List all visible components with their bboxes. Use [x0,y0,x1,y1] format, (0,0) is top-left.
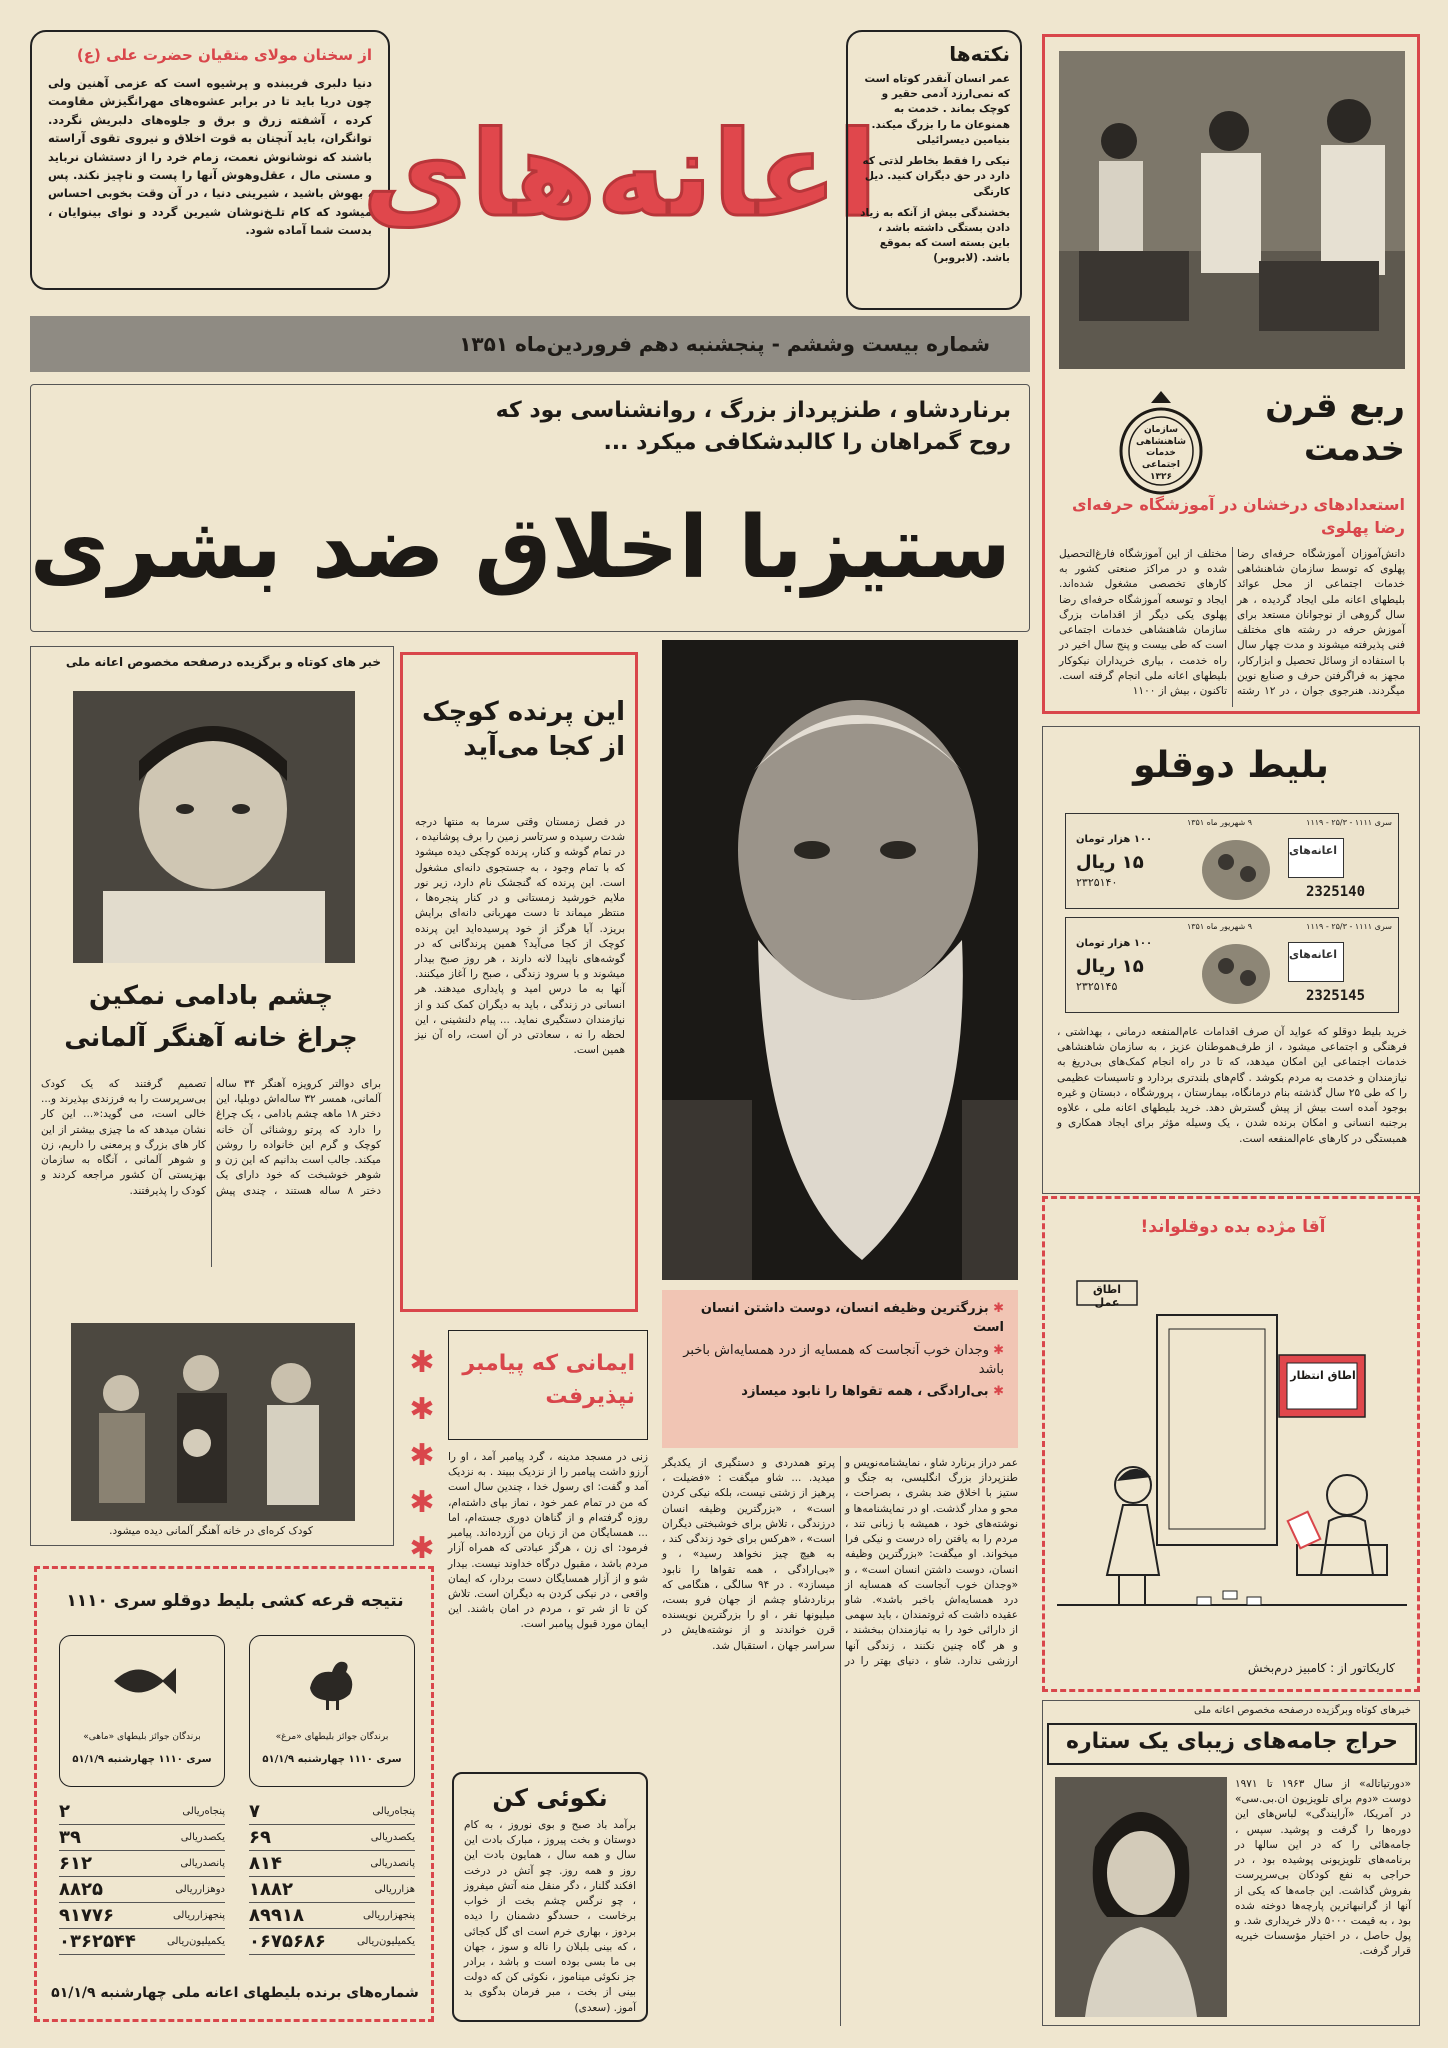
portrait-caption-3 [676,1383,1004,1402]
ticket-number: 2325145 [1306,988,1366,1004]
ticket-price: ۱۵ ریال [1076,852,1144,873]
result-row [59,1903,225,1929]
cartoon-credit: کاریکاتور از : کامبیز درم‌بخش [1247,1661,1395,1675]
ticket-series: سری ۱۱۱۱ - ۲۵/۳ - ۱۱۱۹ [1306,818,1392,827]
ticket-prize: ۱۰۰ هزار تومان [1076,834,1153,845]
auction-body: «دورتیاتاله» از سال ۱۹۶۳ تا ۱۹۷۱ دوست «دوم برای تلویزیون ان.بی.سی» در آمریکا، «آرایندگی» لباس‌های این دوره‌ها را گرفت و پوشید. سپس ، جامه‌هائی را که در این سالها در برنامه‌های تلویزیونی پوشیده بود ، در حراجی به نفع کودکان بی‌سرپرست بفروش گذاشت. این جامه‌ها که یکی از آنها از گرانبهاترین پارچه‌ها دوخته شده بود ، به قیمت ۵۰۰۰ دلار خریداری شد. و پول حاصل ، در اختیار مؤسسات خیریه قرار گرفت. [1235,1778,1411,1958]
shaw-portrait [662,640,1018,1280]
masthead-logo [362,40,878,290]
results-table-right [249,1799,415,1955]
fish-icon [108,1656,178,1706]
asterisk-icon: ✱ [409,1484,435,1520]
result-label: پنجهزارریالی [362,1910,415,1921]
star-icon: ✱ [988,1342,1004,1358]
shaw-body: عمر دراز برنارد شاو ، نمایشنامه‌نویس و طنزپرداز بزرگ انگلیسی، به جنگ و ستیز با اخلاق ضد بشری ، بصراحت ، محو و مدار گذشت. او در نمایشنامه‌ها و نوشته‌های خود ، همیشه با زبانی تند ، مردم را به یافتن راه درست و نیکی فرا میخواند. او میگفت: «بزرگترین وظیفه انسان، دوست داشتن انسان است» ، و «وجدان خوب آنجاست که همسایه از درد همسایه‌اش باخبر باشد». شاو عقیده داشت که ثروتمندان ، باید سهمی از دارائی خود را به نیازمندان ببخشند ، و هر گاه چنین نکنند ، زندگی آنها ارزشی ندارد. شاو ، دنیای بهتر را در پرتو همدردی و دستگیری از یکدیگر میدید. ... شاو میگفت : «فضیلت ، پرهیز از زشتی نیست، بلکه نیکی کردن است» ، «بزرگترین وظیفه انسان درزندگی ، تلاش برای خوشبختی دیگران است» ، «هرکس برای خود زندگی کند ، به هیچ چیز نخواهد رسید» ، و «بی‌ارادگی ، همه تقواها را نابود میسازد» . در ۹۴ سالگی ، هنگامی که برناردشاو چشم از جهان فرو بست، میلیونها نفر ، او را بزرگترین نویسنده قرن خواندند و از نوشته‌هایش در سراسر جهان ، استقبال شد. [662,1457,1018,1667]
result-label: پانصدریالی [180,1858,225,1869]
short-news-title-2: چراغ خانه آهنگر آلمانی [64,1023,358,1053]
result-row [249,1851,415,1877]
twin-ticket-body: خرید بلیط دوقلو که عواید آن صرف اقدامات عام‌المنفعه درمانی ، بهداشتی ، فرهنگی و اجتماعی میشود ، از طرف‌هموطنان عزیز ، به سازمان شاهنشاهی خدمات اجتماعی این امکان میدهد، که تا در راه انجام کمک‌های بی‌دریغ به نیازمندان و خدمت به مردم بکوشد . گام‌های بلندتری بردارد و تاسیسات عظیمی را که طی ۲۵ سال گذشته بنام درمانگاه، بیمارستان ، پرورشگاه ، دبستان و غیره بوجود آمده است بیش از پیش گسترش دهد. خرید بلیطهای اعانه ملی ، علاوه برجنبه انسانی و امکان برنده شدن ، یک وسیله مؤثر برای ایجاد همکاری و همبستگی در کارهای عام‌المنفعه است. [1057,1026,1407,1145]
portrait-caption-2-text: وجدان خوب آنجاست که همسایه از درد همسایه‌اش باخبر باشد [683,1342,1004,1377]
ticket-price: ۱۵ ریال [1076,956,1144,977]
bird-article-title: این پرنده کوچک از کجا می‌آید [421,697,625,763]
cartoon-sign-1: اطاق عمل [1092,1283,1122,1309]
ticket-illustration [1196,834,1276,904]
headline-block [30,384,1030,632]
ticket-left-label: برندگان جوائز بلیطهای «ماهی» [83,1732,201,1742]
emblem [1115,385,1207,497]
short-news-box [30,646,394,1546]
auction-title: حراج جامه‌های زیبای یک ستاره [1047,1723,1417,1765]
result-value: ۳۹ [59,1827,81,1848]
lottery-results-footer: شماره‌های برنده بلیطهای اعانه ملی چهارشنبه ۵۱/۱/۹ [51,1985,419,2001]
issue-bar [30,316,1030,372]
twin-ticket-title: بلیط دوقلو [1133,745,1329,786]
ticket-number-fa: ۲۳۲۵۱۴۵ [1076,980,1118,993]
result-row [59,1825,225,1851]
ticket-right-series: سری ۱۱۱۰ چهارشنبه ۵۱/۱/۹ [262,1754,402,1765]
notes-item-1: عمر انسان آنقدر کوتاه است که نمی‌ارزد آدمی حقیر و کوچک بماند . خدمت به همنوعان ما را بزرگ میکند. بنیامین دیسرائیلی [864,73,1010,146]
baby-photo [73,691,355,963]
ticket-right-label: برندگان جوائز بلیطهای «مرغ» [275,1732,389,1742]
chicken-icon [300,1650,364,1714]
result-value: ۶۱۲ [59,1853,92,1874]
workshop-photo [1059,51,1405,369]
faith-title: ایمانی که پیامبر نپذیرفت [448,1330,648,1440]
faith-article [448,1330,648,1760]
decor-asterisks [402,1340,442,1573]
ticket-logo-text: اعانه‌های [1289,844,1338,857]
family-photo-caption: کودک کره‌ای در خانه آهنگر آلمانی دیده میشود. [109,1525,313,1537]
result-row [249,1825,415,1851]
actress-photo [1055,1777,1227,2017]
ticket-card [1065,917,1399,1013]
notes-heading: نکته‌ها [949,42,1010,66]
portrait-caption-1-text: بزرگترین وظیفه انسان، دوست داشتن انسان است [700,1301,1004,1335]
result-value: ۸۹۹۱۸ [249,1905,304,1926]
result-label: پانصدریالی [370,1858,415,1869]
cartoon-caption: آقا مژده بده دوقلواند! [1140,1217,1326,1237]
ticket-date: ۹ شهریور ماه ۱۳۵۱ [1186,818,1252,827]
result-row [59,1877,225,1903]
portrait-caption-2 [676,1342,1004,1380]
ticket-left [59,1635,225,1787]
ticket-right [249,1635,415,1787]
good-deed-box [452,1772,648,2022]
result-value: ۰۶۷۵۶۸۶ [249,1931,326,1952]
short-news-heading: خبر های کوتاه و برگزیده درصفحه مخصوص اعانه ملی [65,655,381,669]
notes-item-3: بخشندگی بیش از آنکه به زیاد دادن بستگی داشته باشد ، باین بسته است که بموقع باشد. (لابروبر) [860,206,1010,265]
portrait-caption-3-text: بی‌ارادگی ، همه تقواها را نابود میسازد [741,1384,989,1400]
result-value: ۷ [249,1801,260,1822]
portrait-caption-box [662,1290,1018,1448]
good-deed-title: نکوئی کن [492,1784,608,1812]
auction-heading: خبرهای کوتاه وبرگزیده درصفحه مخصوص اعانه ملی [1194,1705,1411,1716]
asterisk-icon: ✱ [409,1531,435,1566]
issue-line: شماره بیست وششم - پنجشنبه دهم فروردین‌ماه ۱۳۵۱ [459,332,990,356]
quarter-century-box [1042,34,1420,714]
emblem-text: سازمان شاهنشاهی خدمات اجتماعی ۱۳۲۶ [1135,425,1187,482]
result-row [59,1799,225,1825]
bird-article-body: در فصل زمستان وقتی سرما به منتها درجه شدت رسیده و سرتاسر زمین را برف پوشانیده ، در تمام گوشه و کنار، پرنده کوچکی دیده میشود که با تمام وجود ، به جستجوی دانه‌ای مشغول است. این پرنده که گنجشک نام دارد، زیر نور ملایم خورشید زمستانی و در کنار پنجره‌ها ، منتظر میماند تا دست مهربانی دانه‌ای برایش بریزد. آیا هرگز از خود پرسیده‌اید این پرنده کوچک از کجا می‌آید؟ همین پرندگانی که در گوشه‌های ناپیدا لانه دارند ، هر روز صبح بیدار میشوند و با سرود زندگی ، صبح را آغاز میکنند. آنها به ما درس امید و پایداری میدهند. هر انسانی در زندگی ، باید به دیگران کمک کند و از نیازمندان دستگیری نماید. ... پیام دلنشینی ، این لحظه را نه ، سعادتی در آن است، راه آن نیز همین است. [415,816,625,1057]
result-value: ۰۳۶۲۵۴۴ [59,1931,136,1952]
cartoon-sign-2: اطاق انتظار [1290,1369,1356,1382]
star-icon: ✱ [988,1384,1004,1400]
twin-ticket-box [1042,726,1420,1194]
ticket-number: 2325140 [1306,884,1366,900]
result-row [249,1799,415,1825]
quote-box [30,30,390,290]
result-value: ۲ [59,1801,70,1822]
headline-subtitle: برناردشاو ، طنزپرداز بزرگ ، روانشناسی بود که روح گمراهان را کالبدشکافی میکرد ... [495,398,1011,455]
ticket-date: ۹ شهریور ماه ۱۳۵۱ [1186,922,1252,931]
notes-item-2: نیکی را فقط بخاطر لذتی که دارد در حق دیگران کنید. دیل کارنگی [862,155,1010,198]
result-label: یکمیلیون‌ریالی [357,1936,415,1947]
family-photo [71,1323,355,1521]
ticket-logo [1288,942,1344,982]
result-value: ۶۹ [249,1827,271,1848]
result-label: یکمیلیون‌ریالی [167,1936,225,1947]
good-deed-body: برآمد باد صبح و بوی نوروز ، به کام دوستان و بخت پیروز ، مبارک بادت این سال و همه سال ، همایون بادت این روز و همه روز. چو آتش در درخت افکند گلنار ، دگر منقل منه آتش میفروز ، چو نرگس چشم بخت از خواب برخاست ، حسدگو دشمنان را دیده بردوز ، بهاری خرم است ای گل کجائی ، که بینی بلبلان را ناله و سوز ، جهان بی ما بسی بوده است و باشد ، برادر جز نکوئی میناموز ، نکوئی کن که دولت بینی از بخت ، مبر فرمان بدگوی بد آموز. (سعدی) [464,1819,636,2014]
notes-box [846,30,1022,310]
ticket-number-fa: ۲۳۲۵۱۴۰ [1076,876,1118,889]
result-label: دوهزارریالی [175,1884,225,1895]
ticket-illustration [1196,938,1276,1008]
result-row [249,1903,415,1929]
result-label: یکصدریالی [370,1832,415,1843]
star-icon: ✱ [988,1301,1004,1316]
result-value: ۹۱۷۷۶ [59,1905,114,1926]
result-label: یکصدریالی [180,1832,225,1843]
result-row [59,1851,225,1877]
quote-body: دنیا دلبری فریبنده و پرشیوه است که عزمی آهنین ولی چون دریا باید تا در برابر عشوه‌های مهرانگیزش مقاومت کرده ، آشفته زرق و برق و جلوه‌های دلبریش نگردد. توانگران، باید آنچنان به قوت اخلاق و نیروی تقوی آراسته باشند که نوشانوش نعمت، زمام خرد را از دستشان نرباید و مستی مال ، عقل‌وهوش آنها را پست و ناچیز نکند. پس ، بهوش باشید ، شیرینی دنیا ، در آن وقت بخوبی احساس میشود که کام تلـخ‌نوشان شیرین گردد و نوای بینوایان ، بدست شما آماده شود. [48,76,372,238]
result-value: ۸۸۲۵ [59,1879,103,1900]
auction-box [1042,1700,1420,2026]
ticket-series: سری ۱۱۱۱ - ۲۵/۳ - ۱۱۱۹ [1306,922,1392,931]
ticket-card [1065,813,1399,909]
faith-body: زنی در مسجد مدینه ، گرد پیامبر آمد ، او را آرزو داشت پیامبر را از نزدیک ببیند . به نزدیک آمد و گفت: ای رسول خدا ، چندین سال است که من در تمام عمر خود ، نماز بپای داشته‌ام، روزه گرفته‌ام و از گناهان دوری جسته‌ام، اما ... همسایگان من از زبان من آزرده‌اند. پیامبر فرمود: ای زن ، هرگز عبادتی که همراه آزار مردم باشد ، مقبول درگاه خداوند نیست. بیدار شو و از آزار همسایگان دست بردار، که ایمان واقعی ، در نیکی کردن به دیگران است. تلاش کن تا از شر تو ، مردم در امان باشند. این ایمان مورد قبول پیامبر است. [448,1451,648,1631]
ticket-logo [1288,838,1344,878]
result-row [249,1877,415,1903]
lottery-results-title: نتیجه قرعه کشی بلیط دوقلو سری ۱۱۱۰ [66,1591,404,1611]
quarter-century-subtitle: استعدادهای درخشان در آموزشگاه حرفه‌ای رضا پهلوی [1071,495,1405,538]
masthead-logo-text: اعانه‌های [362,105,878,243]
masthead-logo-svg [362,55,878,275]
asterisk-icon: ✱ [409,1391,435,1427]
ticket-left-series: سری ۱۱۱۰ چهارشنبه ۵۱/۱/۹ [72,1754,212,1765]
short-news-body: برای دوالتر کرویزه آهنگر ۳۴ ساله آلمانی، همسر ۳۲ ساله‌اش دوبلیا، این دختر ۱۸ ماهه چشم بادامی ، یک چراغ را دارد که پرتو روشنائی آن خانه کوچک و گرم این خانواده را روشن میکند. جالب است بدانیم که این زن و شوهر خوشبخت که خود دارای یک دختر ۸ ساله هستند ، چندی پیش تصمیم گرفتند که یک کودک بی‌سرپرست را به فرزندی بپذیرند و... خالی است، می گوید:«... این کار نشان میدهد که ما چیزی بیشتر از این کار های بزرگ و پرمعنی را داریم، زن و شوهر آلمانی ، آنگاه به سازمان بهزیستی آن کشور مراجعه کردند و کودک را پذیرفتند. [41,1078,381,1197]
quarter-century-body: دانش‌آموزان آموزشگاه حرفه‌ای رضا پهلوی که توسط سازمان شاهنشاهی خدمات اجتماعی از محل عوائد بلیطهای اعانه ملی ایجاد گردیده ، هر سال گروهی از نوجوانان مستعد برای آموزش حرفه در رشته های مختلف فنی پذیرفته میشوند و مدت چهار سال با استفاده از وسائل تحصیل و ابزارکار، مجهز به فراگرفتن حرف و صنایع نوین میگردند. هنرجوی جوان ، در ۱۲ رشته مختلف از این آموزشگاه فارغ‌التحصیل شده و در مراکز صنعتی کشور به کارهای تخصصی مشغول شده‌اند. ایجاد و توسعه آموزشگاه حرفه‌ای رضا پهلوی یکی دیگر از اقدامات بزرگ سازمان شاهنشاهی خدمات اجتماعی است که طی بیست و پنج سال اخیر در راه خدمت ، بیاری خریداران نیکوکار بلیطهای اعانه ملی انجام گرفته است. تاکنون ، بیش از ۱۱۰۰ [1059,548,1405,697]
quote-heading: از سخنان مولای متقیان حضرت علی (ع) [76,46,372,64]
headline-title: ستیزبا اخلاق ضد بشری [29,498,1011,598]
ticket-logo-text: اعانه‌های [1289,948,1338,961]
quarter-century-title: ربع قرن خدمت [1265,386,1405,469]
asterisk-icon: ✱ [409,1438,435,1473]
lottery-results-box [34,1566,434,2022]
ticket-prize: ۱۰۰ هزار تومان [1076,938,1153,949]
results-table-left [59,1799,225,1955]
result-label: پنجاه‌ریالی [182,1806,225,1817]
result-label: هزارریالی [374,1884,415,1895]
asterisk-icon: ✱ [409,1345,435,1380]
short-news-title-1: چشم بادامی نمکین [88,981,334,1011]
result-label: پنجاه‌ریالی [372,1806,415,1817]
result-label: پنجهزارریالی [172,1910,225,1921]
result-row [59,1929,225,1955]
result-value: ۱۸۸۲ [249,1879,293,1900]
portrait-caption-1 [676,1300,1004,1338]
result-row [249,1929,415,1955]
result-value: ۸۱۴ [249,1853,282,1874]
cartoon-box [1042,1196,1420,1692]
bird-article-box [400,652,638,1312]
